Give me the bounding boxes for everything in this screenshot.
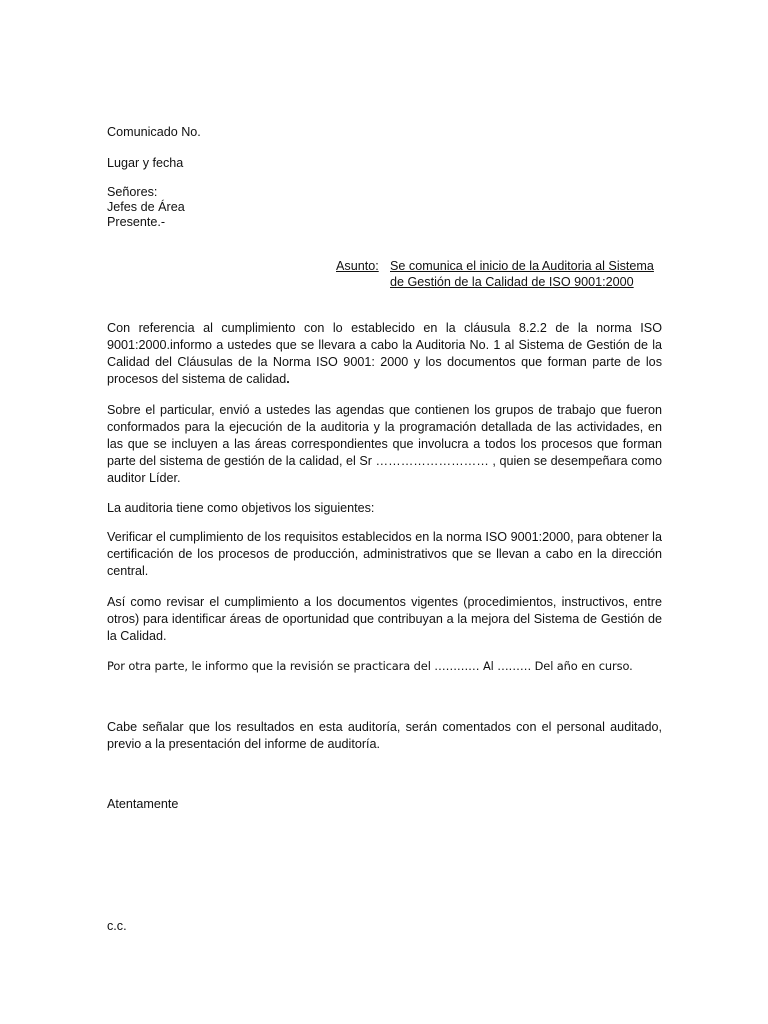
paragraph-5: Así como revisar el cumplimiento a los documentos vigentes (procedimientos, instructivos, entre otros) para identificar áreas de oportunidad que contribuyan a la mejora del Sistema de Gestión de la Calidad. xyxy=(107,595,662,643)
paragraph-2: Sobre el particular, envió a ustedes las agendas que contienen los grupos de trabajo que fueron conformados para la ejecución de la auditoria y la programación detallada de las actividades, en las que se incluyen a las áreas correspondientes que involucra a todos los procesos que forman parte del sistema de gestión de la calidad, el Sr ……………………… , quien se desempeñara como auditor Líder. xyxy=(107,403,662,485)
paragraph-1 xyxy=(107,320,662,388)
presente-line: Presente.- xyxy=(107,215,166,229)
paragraph-3: La auditoria tiene como objetivos los siguientes: xyxy=(107,501,375,515)
asunto-text xyxy=(390,258,654,290)
asunto-line-1: Se comunica el inicio de la Auditoria al Sistema xyxy=(390,259,654,273)
paragraph-1-text: Con referencia al cumplimiento con lo establecido en la cláusula 8.2.2 de la norma ISO 9001:2000.informo a ustedes que se llevara a cabo la Auditoria No. 1 al Sistema de Gestión de la Calidad del Cláusulas de la Norma ISO 9001: 2000 y los documentos que forman parte de los procesos del sistema de calidad xyxy=(107,321,662,386)
lugar-fecha-line: Lugar y fecha xyxy=(107,156,184,170)
jefes-line: Jefes de Área xyxy=(107,200,185,214)
asunto-line-2: de Gestión de la Calidad de ISO 9001:2000 xyxy=(390,275,634,289)
atentamente-line: Atentamente xyxy=(107,797,179,811)
senores-line: Señores: xyxy=(107,185,158,199)
cc-line: c.c. xyxy=(107,919,127,933)
paragraph-4: Verificar el cumplimiento de los requisitos establecidos en la norma ISO 9001:2000, para obtener la certificación de los procesos de producción, administrativos que se llevan a cabo en la dirección central. xyxy=(107,530,662,578)
paragraph-7: Cabe señalar que los resultados en esta auditoría, serán comentados con el personal auditado, previo a la presentación del informe de auditoría. xyxy=(107,720,662,751)
asunto-label: Asunto: xyxy=(336,259,379,273)
comunicado-line: Comunicado No. xyxy=(107,125,201,139)
paragraph-6: Por otra parte, le informo que la revisión se practicara del ………… Al ……… Del año en curso. xyxy=(107,659,633,673)
paragraph-1-period: . xyxy=(286,372,290,386)
